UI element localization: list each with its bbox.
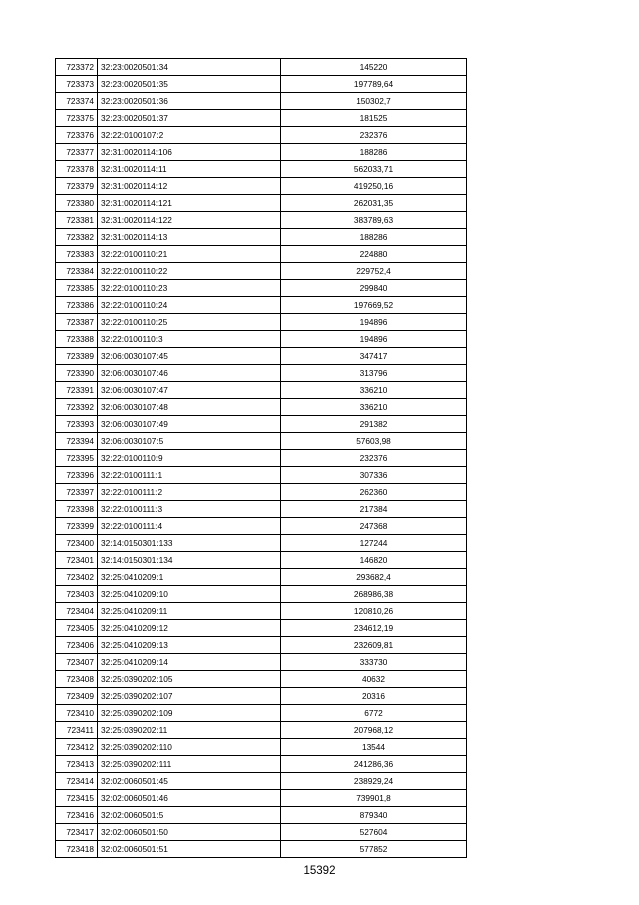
cadastral-number-cell: 32:02:0060501:50 — [98, 824, 281, 841]
cadastral-number-cell: 32:31:0020114:106 — [98, 144, 281, 161]
value-cell: 145220 — [281, 59, 467, 76]
table-row — [56, 314, 467, 331]
value-cell: 527604 — [281, 824, 467, 841]
value-cell: 232609,81 — [281, 637, 467, 654]
value-cell: 238929,24 — [281, 773, 467, 790]
value-cell: 188286 — [281, 144, 467, 161]
table-row — [56, 518, 467, 535]
value-cell: 336210 — [281, 399, 467, 416]
value-cell: 217384 — [281, 501, 467, 518]
table-row — [56, 365, 467, 382]
value-cell: 419250,16 — [281, 178, 467, 195]
table-row — [56, 620, 467, 637]
cadastral-number-cell: 32:22:0100110:3 — [98, 331, 281, 348]
value-cell: 268986,38 — [281, 586, 467, 603]
value-cell: 347417 — [281, 348, 467, 365]
cadastral-number-cell: 32:22:0100110:22 — [98, 263, 281, 280]
cadastral-number-cell: 32:22:0100110:24 — [98, 297, 281, 314]
cadastral-number-cell: 32:25:0410209:13 — [98, 637, 281, 654]
value-cell: 188286 — [281, 229, 467, 246]
cadastral-number-cell: 32:22:0100111:1 — [98, 467, 281, 484]
table-row — [56, 654, 467, 671]
id-cell: 723406 — [56, 637, 98, 654]
cadastral-number-cell: 32:06:0030107:49 — [98, 416, 281, 433]
table-row — [56, 348, 467, 365]
id-cell: 723411 — [56, 722, 98, 739]
id-cell: 723399 — [56, 518, 98, 535]
table-row — [56, 535, 467, 552]
value-cell: 120810,26 — [281, 603, 467, 620]
cadastral-number-cell: 32:25:0410209:14 — [98, 654, 281, 671]
table-row — [56, 76, 467, 93]
value-cell: 336210 — [281, 382, 467, 399]
id-cell: 723395 — [56, 450, 98, 467]
value-cell: 40632 — [281, 671, 467, 688]
id-cell: 723413 — [56, 756, 98, 773]
value-cell: 383789,63 — [281, 212, 467, 229]
table-row — [56, 144, 467, 161]
value-cell: 562033,71 — [281, 161, 467, 178]
table-row — [56, 756, 467, 773]
value-cell: 6772 — [281, 705, 467, 722]
id-cell: 723376 — [56, 127, 98, 144]
id-cell: 723402 — [56, 569, 98, 586]
cadastral-number-cell: 32:22:0100110:21 — [98, 246, 281, 263]
table-row — [56, 433, 467, 450]
id-cell: 723410 — [56, 705, 98, 722]
value-cell: 293682,4 — [281, 569, 467, 586]
value-cell: 194896 — [281, 331, 467, 348]
value-cell: 577852 — [281, 841, 467, 858]
cadastral-number-cell: 32:22:0100111:4 — [98, 518, 281, 535]
cadastral-number-cell: 32:23:0020501:34 — [98, 59, 281, 76]
cadastral-number-cell: 32:25:0390202:105 — [98, 671, 281, 688]
id-cell: 723392 — [56, 399, 98, 416]
table-row — [56, 739, 467, 756]
id-cell: 723385 — [56, 280, 98, 297]
value-cell: 234612,19 — [281, 620, 467, 637]
table-row — [56, 824, 467, 841]
id-cell: 723415 — [56, 790, 98, 807]
id-cell: 723389 — [56, 348, 98, 365]
value-cell: 229752,4 — [281, 263, 467, 280]
table-row — [56, 773, 467, 790]
cadastral-number-cell: 32:22:0100110:23 — [98, 280, 281, 297]
value-cell: 150302,7 — [281, 93, 467, 110]
id-cell: 723382 — [56, 229, 98, 246]
value-cell: 197669,52 — [281, 297, 467, 314]
value-cell: 13544 — [281, 739, 467, 756]
cadastral-number-cell: 32:06:0030107:45 — [98, 348, 281, 365]
value-cell: 739901,8 — [281, 790, 467, 807]
value-cell: 57603,98 — [281, 433, 467, 450]
table-row — [56, 467, 467, 484]
id-cell: 723383 — [56, 246, 98, 263]
value-cell: 291382 — [281, 416, 467, 433]
value-cell: 197789,64 — [281, 76, 467, 93]
id-cell: 723372 — [56, 59, 98, 76]
id-cell: 723374 — [56, 93, 98, 110]
id-cell: 723391 — [56, 382, 98, 399]
table-row — [56, 416, 467, 433]
cadastral-number-cell: 32:31:0020114:122 — [98, 212, 281, 229]
table-row — [56, 280, 467, 297]
table-row — [56, 705, 467, 722]
cadastral-number-cell: 32:02:0060501:5 — [98, 807, 281, 824]
cadastral-number-cell: 32:25:0390202:107 — [98, 688, 281, 705]
value-cell: 20316 — [281, 688, 467, 705]
cadastral-number-cell: 32:06:0030107:47 — [98, 382, 281, 399]
data-table — [55, 58, 467, 858]
table-row — [56, 807, 467, 824]
table-row — [56, 603, 467, 620]
table-row — [56, 569, 467, 586]
value-cell: 127244 — [281, 535, 467, 552]
id-cell: 723381 — [56, 212, 98, 229]
cadastral-number-cell: 32:31:0020114:13 — [98, 229, 281, 246]
id-cell: 723401 — [56, 552, 98, 569]
table-row — [56, 790, 467, 807]
cadastral-number-cell: 32:22:0100111:3 — [98, 501, 281, 518]
id-cell: 723416 — [56, 807, 98, 824]
cadastral-number-cell: 32:06:0030107:46 — [98, 365, 281, 382]
id-cell: 723407 — [56, 654, 98, 671]
value-cell: 181525 — [281, 110, 467, 127]
id-cell: 723378 — [56, 161, 98, 178]
value-cell: 262031,35 — [281, 195, 467, 212]
table-row — [56, 178, 467, 195]
id-cell: 723373 — [56, 76, 98, 93]
table-row — [56, 450, 467, 467]
value-cell: 146820 — [281, 552, 467, 569]
id-cell: 723418 — [56, 841, 98, 858]
cadastral-number-cell: 32:02:0060501:51 — [98, 841, 281, 858]
value-cell: 262360 — [281, 484, 467, 501]
table-row — [56, 195, 467, 212]
value-cell: 307336 — [281, 467, 467, 484]
id-cell: 723404 — [56, 603, 98, 620]
id-cell: 723396 — [56, 467, 98, 484]
cadastral-number-cell: 32:23:0020501:36 — [98, 93, 281, 110]
table-row — [56, 127, 467, 144]
id-cell: 723409 — [56, 688, 98, 705]
value-cell: 232376 — [281, 127, 467, 144]
table-row — [56, 382, 467, 399]
id-cell: 723393 — [56, 416, 98, 433]
table-row — [56, 229, 467, 246]
cadastral-number-cell: 32:22:0100110:9 — [98, 450, 281, 467]
id-cell: 723412 — [56, 739, 98, 756]
table-row — [56, 93, 467, 110]
value-cell: 879340 — [281, 807, 467, 824]
cadastral-number-cell: 32:06:0030107:48 — [98, 399, 281, 416]
cadastral-number-cell: 32:06:0030107:5 — [98, 433, 281, 450]
table-row — [56, 212, 467, 229]
id-cell: 723386 — [56, 297, 98, 314]
cadastral-number-cell: 32:31:0020114:11 — [98, 161, 281, 178]
id-cell: 723394 — [56, 433, 98, 450]
table-row — [56, 331, 467, 348]
id-cell: 723400 — [56, 535, 98, 552]
table-row — [56, 586, 467, 603]
table-row — [56, 297, 467, 314]
cadastral-number-cell: 32:14:0150301:134 — [98, 552, 281, 569]
cadastral-number-cell: 32:31:0020114:12 — [98, 178, 281, 195]
table-row — [56, 841, 467, 858]
id-cell: 723387 — [56, 314, 98, 331]
id-cell: 723384 — [56, 263, 98, 280]
value-cell: 207968,12 — [281, 722, 467, 739]
cadastral-number-cell: 32:22:0100110:25 — [98, 314, 281, 331]
cadastral-number-cell: 32:14:0150301:133 — [98, 535, 281, 552]
id-cell: 723408 — [56, 671, 98, 688]
id-cell: 723403 — [56, 586, 98, 603]
table-row — [56, 688, 467, 705]
cadastral-number-cell: 32:25:0410209:12 — [98, 620, 281, 637]
id-cell: 723405 — [56, 620, 98, 637]
page-number: 15392 — [303, 865, 336, 877]
table-row — [56, 263, 467, 280]
cadastral-number-cell: 32:22:0100107:2 — [98, 127, 281, 144]
cadastral-number-cell: 32:02:0060501:46 — [98, 790, 281, 807]
table-row — [56, 552, 467, 569]
table-row — [56, 110, 467, 127]
cadastral-number-cell: 32:25:0410209:11 — [98, 603, 281, 620]
id-cell: 723380 — [56, 195, 98, 212]
table-body — [56, 59, 467, 858]
value-cell: 299840 — [281, 280, 467, 297]
value-cell: 247368 — [281, 518, 467, 535]
id-cell: 723414 — [56, 773, 98, 790]
cadastral-number-cell: 32:25:0390202:109 — [98, 705, 281, 722]
id-cell: 723397 — [56, 484, 98, 501]
value-cell: 241286,36 — [281, 756, 467, 773]
cadastral-number-cell: 32:02:0060501:45 — [98, 773, 281, 790]
id-cell: 723398 — [56, 501, 98, 518]
table-row — [56, 399, 467, 416]
table-row — [56, 722, 467, 739]
cadastral-number-cell: 32:23:0020501:37 — [98, 110, 281, 127]
id-cell: 723377 — [56, 144, 98, 161]
cadastral-number-cell: 32:23:0020501:35 — [98, 76, 281, 93]
cadastral-number-cell: 32:25:0390202:111 — [98, 756, 281, 773]
cadastral-number-cell: 32:25:0390202:11 — [98, 722, 281, 739]
table-row — [56, 501, 467, 518]
cadastral-number-cell: 32:31:0020114:121 — [98, 195, 281, 212]
id-cell: 723375 — [56, 110, 98, 127]
cadastral-number-cell: 32:25:0410209:10 — [98, 586, 281, 603]
table-row — [56, 484, 467, 501]
id-cell: 723379 — [56, 178, 98, 195]
value-cell: 194896 — [281, 314, 467, 331]
value-cell: 313796 — [281, 365, 467, 382]
table-row — [56, 637, 467, 654]
table-row — [56, 59, 467, 76]
value-cell: 333730 — [281, 654, 467, 671]
id-cell: 723388 — [56, 331, 98, 348]
id-cell: 723417 — [56, 824, 98, 841]
table-row — [56, 671, 467, 688]
value-cell: 232376 — [281, 450, 467, 467]
table-row — [56, 161, 467, 178]
cadastral-number-cell: 32:25:0390202:110 — [98, 739, 281, 756]
value-cell: 224880 — [281, 246, 467, 263]
cadastral-number-cell: 32:25:0410209:1 — [98, 569, 281, 586]
id-cell: 723390 — [56, 365, 98, 382]
table-row — [56, 246, 467, 263]
cadastral-number-cell: 32:22:0100111:2 — [98, 484, 281, 501]
